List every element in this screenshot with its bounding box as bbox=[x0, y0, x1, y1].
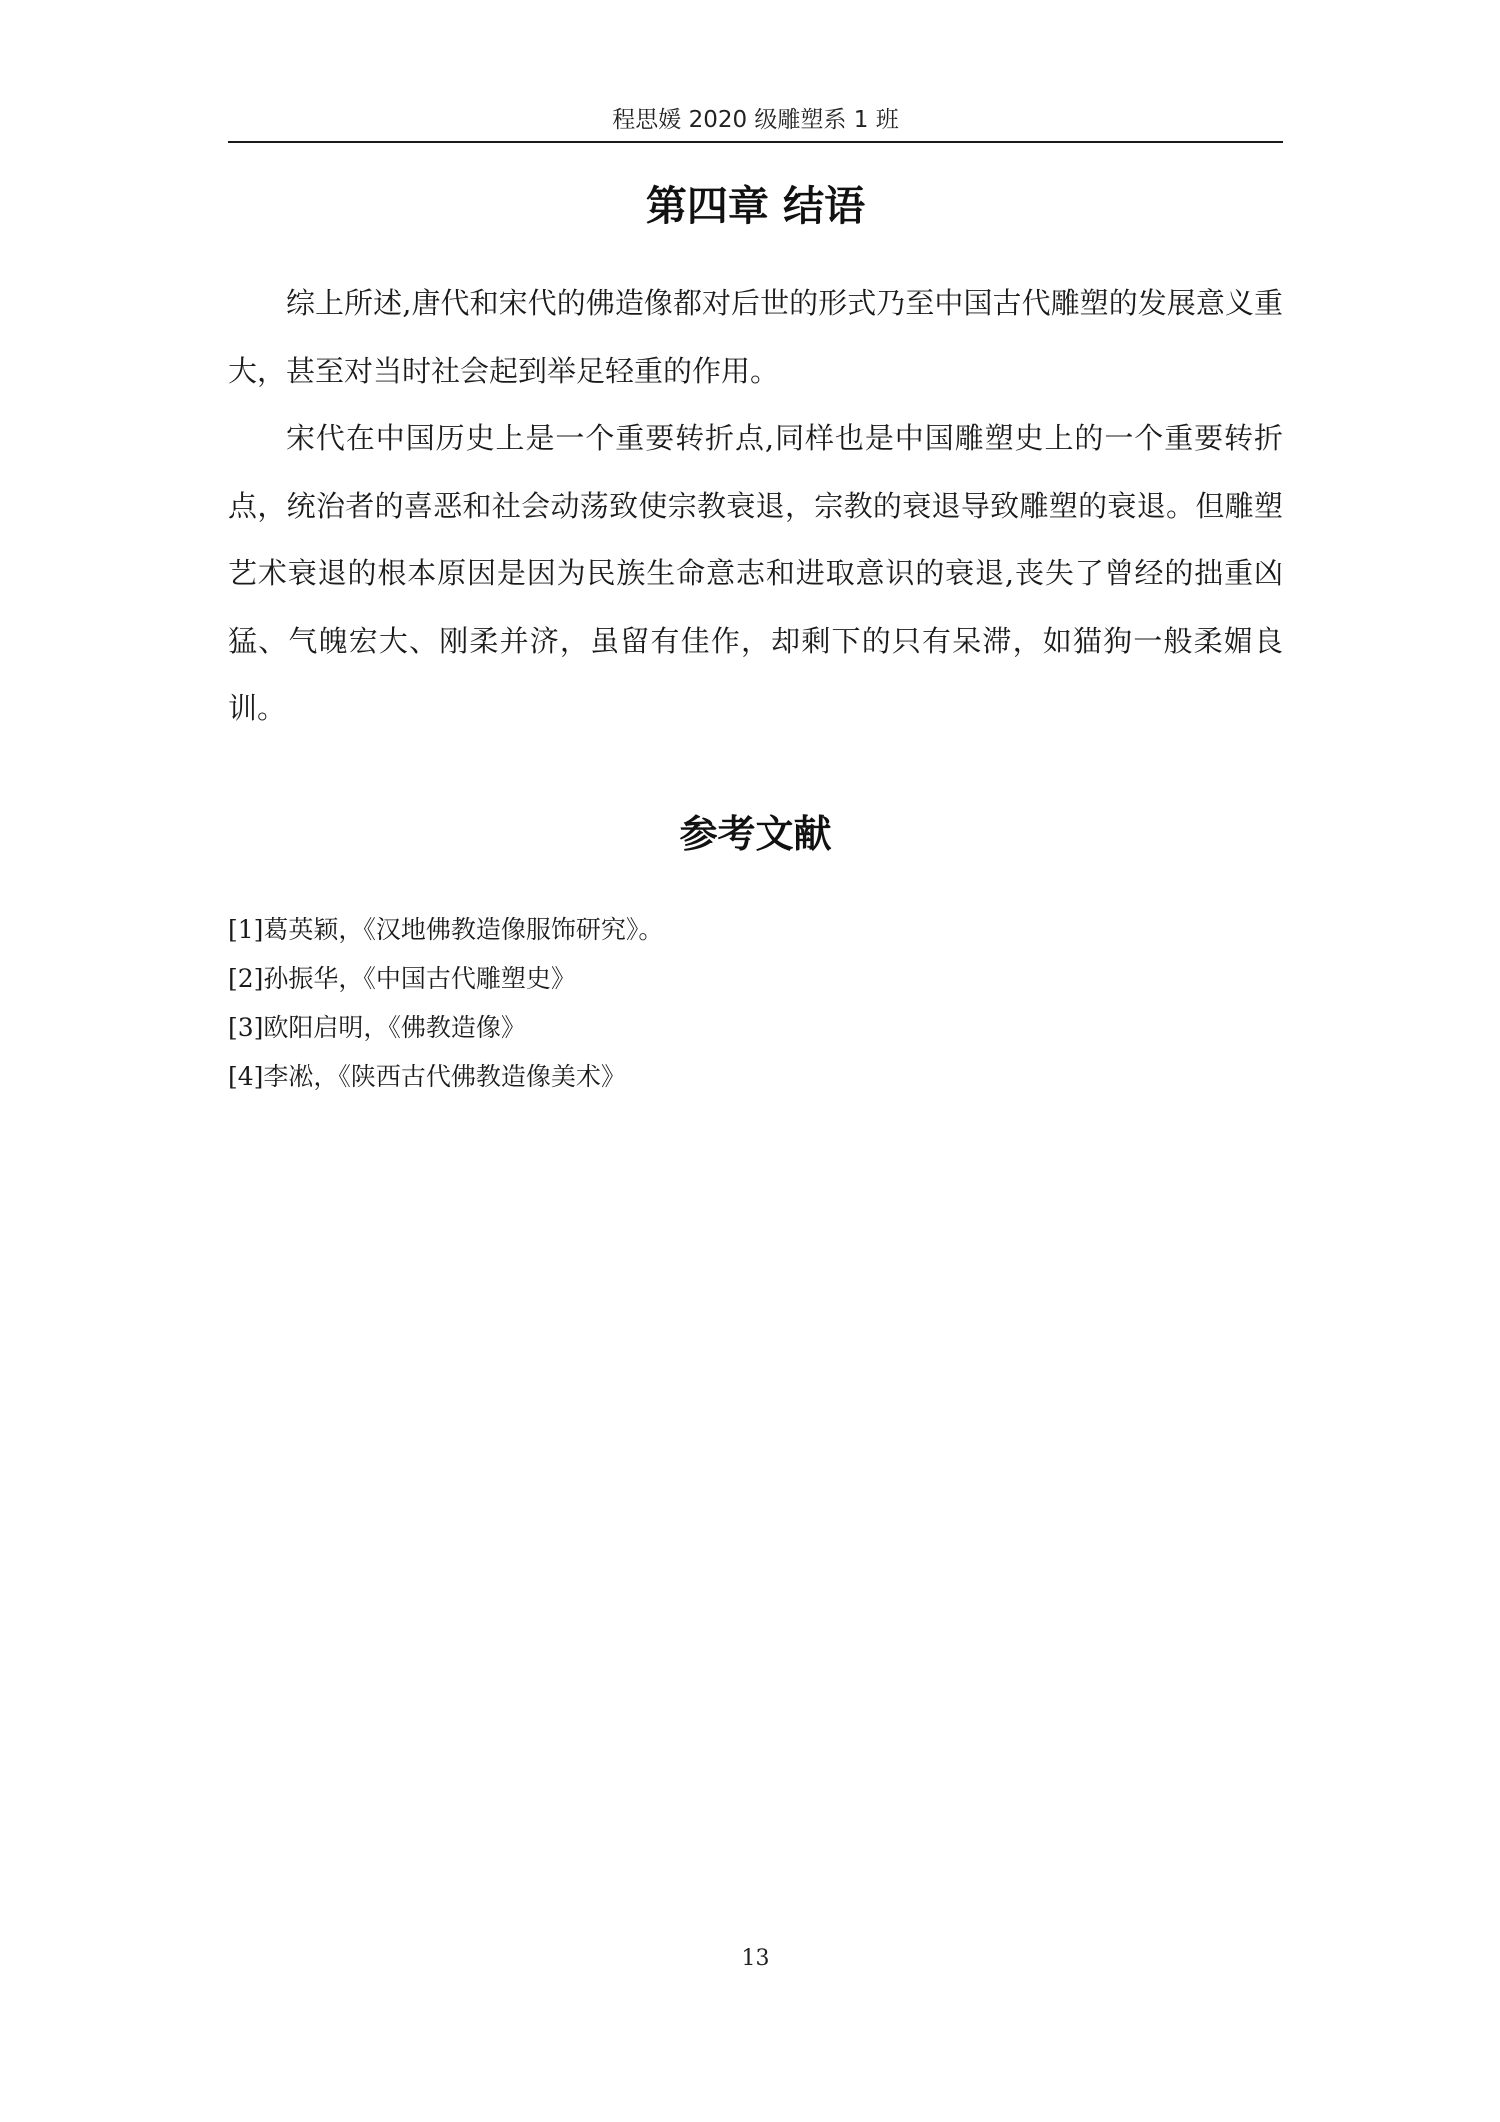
chapter-title: 第四章 结语 bbox=[645, 182, 866, 230]
reference-list bbox=[228, 905, 1283, 1101]
header-divider bbox=[228, 141, 1283, 143]
reference-item: [4]李凇，《陕西古代佛教造像美术》 bbox=[228, 1062, 626, 1091]
page-number: 13 bbox=[741, 1946, 770, 1971]
reference-item: [3]欧阳启明，《佛教造像》 bbox=[228, 1013, 526, 1042]
chapter-body bbox=[228, 270, 1283, 743]
reference-item: [2]孙振华，《中国古代雕塑史》 bbox=[228, 964, 576, 993]
references-title: 参考文献 bbox=[679, 812, 832, 856]
running-header: 程思媛 2020 级雕塑系 1 班 bbox=[612, 107, 899, 133]
body-paragraph: 宋代在中国历史上是一个重要转折点,同样也是中国雕塑史上的一个重要转折点，统治者的喜恶和社会动荡致使宗教衰退，宗教的衰退导致雕塑的衰退。但雕塑艺术衰退的根本原因是因为民族生命意志和进取意识的衰退,丧失了曾经的拙重凶猛、气魄宏大、刚柔并济，虽留有佳作，却剩下的只有呆滞，如猫狗一般柔媚良训。 bbox=[228, 421, 1283, 725]
body-paragraph: 综上所述,唐代和宋代的佛造像都对后世的形式乃至中国古代雕塑的发展意义重大，甚至对当时社会起到举足轻重的作用。 bbox=[228, 286, 1283, 388]
reference-item: [1]葛英颖，《汉地佛教造像服饰研究》。 bbox=[228, 915, 664, 944]
